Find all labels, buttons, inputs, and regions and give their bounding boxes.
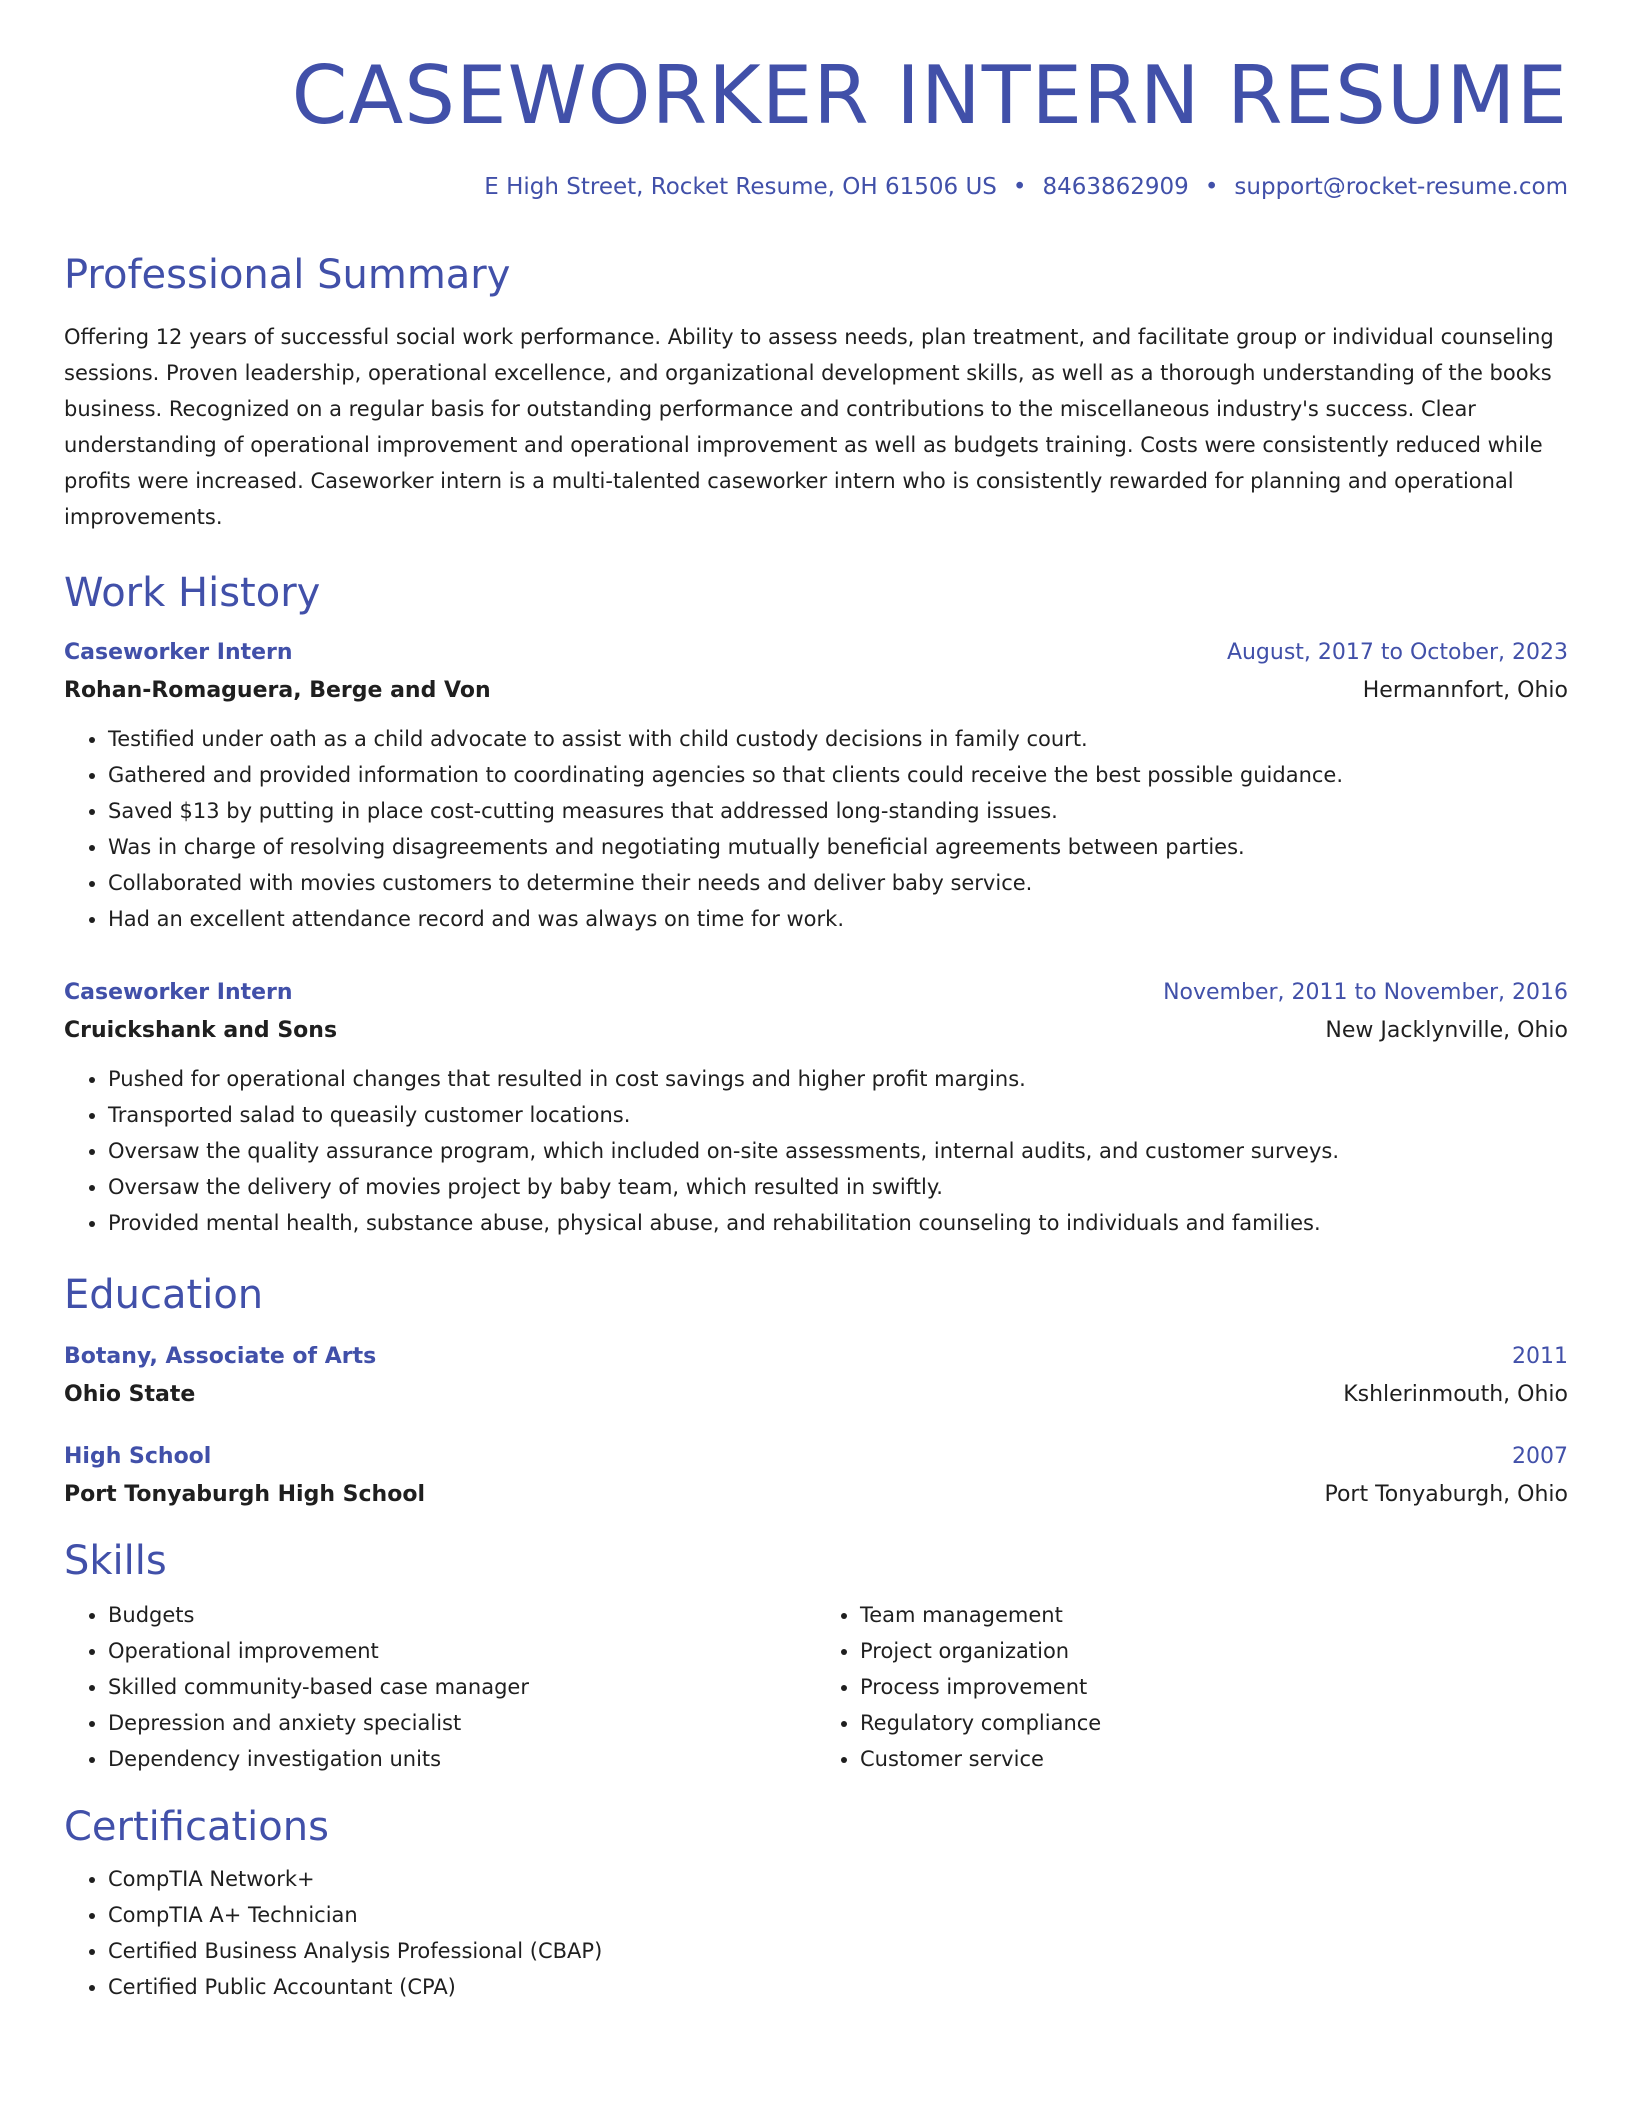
job-location: New Jacklynville, Ohio <box>1325 1018 1568 1043</box>
list-item: • Depression and anxiety specialist <box>108 1705 816 1741</box>
list-item: • Project organization <box>860 1633 1568 1669</box>
job-title: Caseworker Intern <box>64 640 293 665</box>
list-item: • CompTIA Network+ <box>108 1861 1568 1897</box>
list-item: • Oversaw the quality assurance program, which included on-site assessments, internal audits, and customer surveys. <box>108 1133 1568 1169</box>
certifications-list <box>64 1861 1568 2005</box>
contact-separator: • <box>1012 174 1027 200</box>
contact-phone: 8463862909 <box>1042 174 1189 200</box>
job-dates: August, 2017 to October, 2023 <box>1226 640 1568 665</box>
list-item: • Skilled community-based case manager <box>108 1669 816 1705</box>
list-item: • Certified Business Analysis Professional (CBAP) <box>108 1933 1568 1969</box>
list-item: • Budgets <box>108 1597 816 1633</box>
education-degree: High School <box>64 1444 212 1469</box>
job-entry <box>64 637 1568 937</box>
list-item: • Customer service <box>860 1741 1568 1777</box>
list-item: • Had an excellent attendance record and was always on time for work. <box>108 901 1568 937</box>
skills-list-left <box>64 1597 816 1777</box>
summary-heading: Professional Summary <box>64 252 511 298</box>
list-item: • Certified Public Accountant (CPA) <box>108 1969 1568 2005</box>
list-item: • Pushed for operational changes that resulted in cost savings and higher profit margins. <box>108 1061 1568 1097</box>
list-item: • Operational improvement <box>108 1633 816 1669</box>
contact-email: support@rocket-resume.com <box>1234 174 1568 200</box>
education-year: 2007 <box>1512 1444 1568 1469</box>
education-year: 2011 <box>1512 1344 1568 1369</box>
list-item: • Was in charge of resolving disagreements and negotiating mutually beneficial agreements between parties. <box>108 829 1568 865</box>
job-title: Caseworker Intern <box>64 980 293 1005</box>
education-heading: Education <box>64 1272 264 1318</box>
job-dates: November, 2011 to November, 2016 <box>1163 980 1568 1005</box>
summary-text: Offering 12 years of successful social work performance. Ability to assess needs, plan treatment, and facilitate group or individual counseling sessions. Proven leadership, operational excellence, and organizational development skills, as well as a thorough understanding of the books business. Recognized on a regular basis for outstanding performance and contributions to the miscellaneous industry's success. Clear understanding of operational improvement and operational improvement as well as budgets training. Costs were consistently reduced while profits were increased. Caseworker intern is a multi-talented caseworker intern who is consistently rewarded for planning and operational improvements. <box>64 325 1554 529</box>
education-location: Port Tonyaburgh, Ohio <box>1324 1482 1568 1507</box>
job-entry <box>64 977 1568 1241</box>
skills-columns <box>64 1597 1568 1777</box>
skills-heading: Skills <box>64 1538 167 1584</box>
education-degree: Botany, Associate of Arts <box>64 1344 377 1369</box>
list-item: • Testified under oath as a child advocate to assist with child custody decisions in family court. <box>108 721 1568 757</box>
education-entry <box>64 1341 1568 1411</box>
list-item: • Transported salad to queasily customer locations. <box>108 1097 1568 1133</box>
contact-address: E High Street, Rocket Resume, OH 61506 US <box>484 174 997 200</box>
education-school: Ohio State <box>64 1382 196 1407</box>
list-item: • Collaborated with movies customers to determine their needs and deliver baby service. <box>108 865 1568 901</box>
education-location: Kshlerinmouth, Ohio <box>1343 1382 1568 1407</box>
list-item: • Team management <box>860 1597 1568 1633</box>
contact-separator: • <box>1204 174 1219 200</box>
list-item: • Provided mental health, substance abuse, physical abuse, and rehabilitation counseling to individuals and families. <box>108 1205 1568 1241</box>
education-entry <box>64 1441 1568 1511</box>
job-bullets <box>64 1061 1568 1241</box>
skills-list-right <box>816 1597 1568 1777</box>
job-bullets <box>64 721 1568 937</box>
contact-line <box>64 176 1568 199</box>
job-company: Rohan-Romaguera, Berge and Von <box>64 678 491 703</box>
resume-title: CASEWORKER INTERN RESUME <box>291 49 1568 142</box>
work-history-heading: Work History <box>64 570 321 616</box>
list-item: • Oversaw the delivery of movies project by baby team, which resulted in swiftly. <box>108 1169 1568 1205</box>
list-item: • Gathered and provided information to coordinating agencies so that clients could receive the best possible guidance. <box>108 757 1568 793</box>
list-item: • Regulatory compliance <box>860 1705 1568 1741</box>
resume-header <box>64 49 1568 200</box>
list-item: • CompTIA A+ Technician <box>108 1897 1568 1933</box>
education-school: Port Tonyaburgh High School <box>64 1482 425 1507</box>
list-item: • Dependency investigation units <box>108 1741 816 1777</box>
job-company: Cruickshank and Sons <box>64 1018 338 1043</box>
list-item: • Process improvement <box>860 1669 1568 1705</box>
job-location: Hermannfort, Ohio <box>1362 678 1568 703</box>
certifications-heading: Certifications <box>64 1804 329 1850</box>
list-item: • Saved $13 by putting in place cost-cutting measures that addressed long-standing issues. <box>108 793 1568 829</box>
